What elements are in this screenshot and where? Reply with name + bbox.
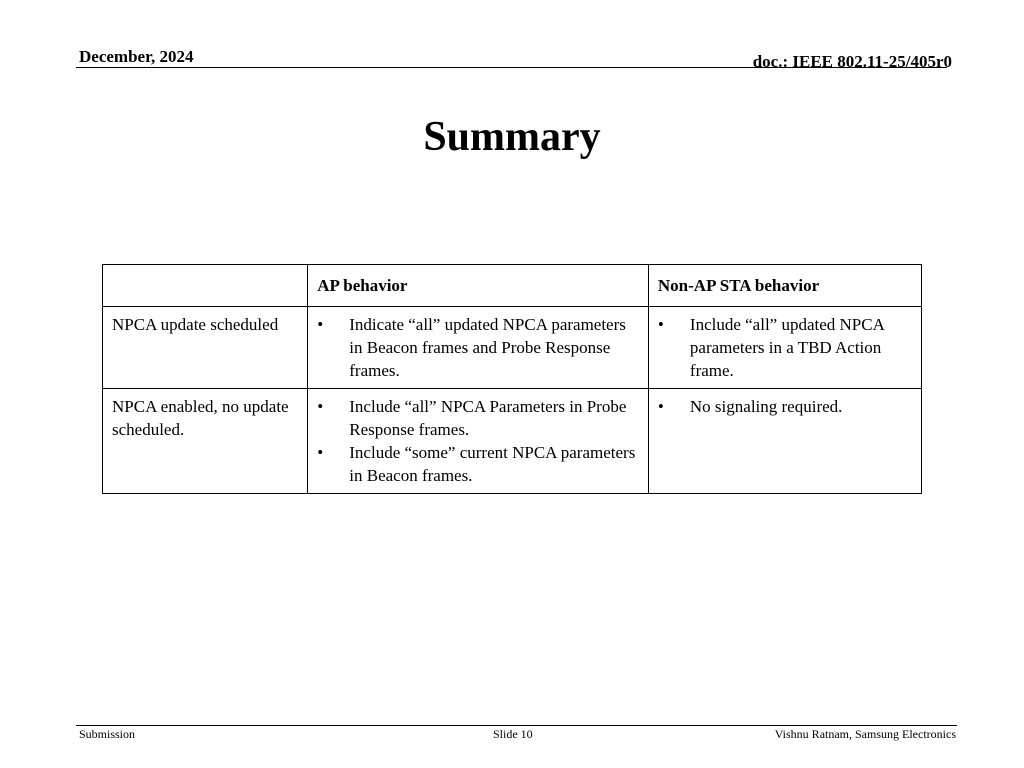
slide-title: Summary <box>423 114 601 160</box>
bullet: • <box>317 443 324 462</box>
list-item-text: Include “all” NPCA Parameters in Probe Response frames. <box>349 397 627 439</box>
header-cell-ap-behavior: AP behavior <box>308 265 649 307</box>
ap-behavior-cell <box>308 307 649 389</box>
row-label: NPCA update scheduled <box>103 307 308 389</box>
list-item-text: No signaling required. <box>689 397 843 416</box>
table-row <box>103 307 922 389</box>
footer-author: Vishnu Ratnam, Samsung Electronics <box>774 727 956 741</box>
list-item-text: Include “some” current NPCA parameters in Beacon frames. <box>349 443 636 485</box>
table-row <box>103 389 922 494</box>
list-item <box>658 313 912 382</box>
row-label: NPCA enabled, no update scheduled. <box>103 389 308 494</box>
footer-submission: Submission <box>79 727 136 741</box>
bullet: • <box>317 397 324 416</box>
bullet: • <box>317 315 324 334</box>
bullet: • <box>657 315 664 334</box>
sta-behavior-cell <box>648 307 921 389</box>
list-item <box>317 441 639 487</box>
list-item <box>658 395 912 418</box>
list-item-text: Include “all” updated NPCA parameters in a TBD Action frame. <box>689 315 884 380</box>
header-cell-non-ap-sta-behavior: Non-AP STA behavior <box>648 265 921 307</box>
list-item-text: Indicate “all” updated NPCA parameters in Beacon frames and Probe Response frames. <box>349 315 626 380</box>
sta-behavior-cell <box>648 389 921 494</box>
footer-divider <box>76 725 957 726</box>
table-header-row <box>103 265 922 307</box>
header-cell-empty <box>103 265 308 307</box>
bullet: • <box>657 397 664 416</box>
summary-table <box>102 264 922 494</box>
footer-slide-number: Slide 10 <box>493 727 533 741</box>
header-divider <box>76 67 947 68</box>
ap-behavior-cell <box>308 389 649 494</box>
header-date: December, 2024 <box>79 47 194 66</box>
list-item <box>317 313 639 382</box>
list-item <box>317 395 639 441</box>
header-doc-id: doc.: IEEE 802.11-25/405r0 <box>752 52 952 71</box>
